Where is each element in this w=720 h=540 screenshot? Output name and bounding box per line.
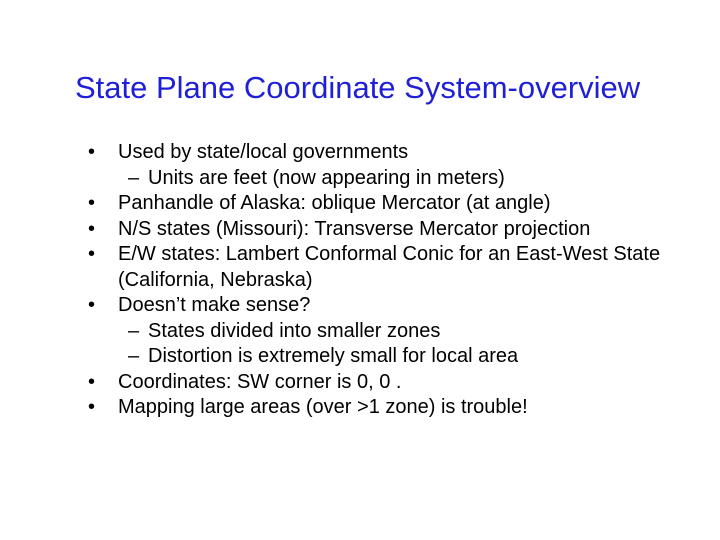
slide-title: State Plane Coordinate System-overview <box>75 70 641 105</box>
bullet-text: Doesn’t make sense? <box>118 294 311 316</box>
sub-bullet-text: Distortion is extremely small for local area <box>148 345 519 367</box>
bullet-text: Used by state/local governments <box>118 141 409 163</box>
sub-bullet-text: States divided into smaller zones <box>148 319 441 342</box>
bullet-icon: • <box>88 141 96 163</box>
dash-icon: – <box>128 345 140 367</box>
bullet-text: Panhandle of Alaska: oblique Mercator (at angle) <box>118 192 551 214</box>
bullet-text: Coordinates: SW corner is 0, 0 . <box>118 370 402 393</box>
sub-bullet-item <box>88 344 688 370</box>
bullet-icon: • <box>88 192 96 214</box>
bullet-text: E/W states: Lambert Conformal Conic for an East-West State (California, Nebraska) <box>118 243 661 291</box>
bullet-item <box>88 217 688 243</box>
bullet-item <box>88 140 688 166</box>
sub-bullet-item <box>88 319 688 345</box>
bullet-item <box>88 242 688 293</box>
bullet-icon: • <box>88 217 96 240</box>
dash-icon: – <box>128 166 140 189</box>
sub-bullet-text: Units are feet (now appearing in meters) <box>148 166 505 189</box>
bullet-item <box>88 370 688 396</box>
sub-bullet-item <box>88 166 688 192</box>
bullet-icon: • <box>88 294 96 316</box>
bullet-text: N/S states (Missouri): Transverse Mercator projection <box>118 217 591 240</box>
bullet-item <box>88 293 688 319</box>
bullet-list <box>88 140 688 421</box>
bullet-icon: • <box>88 396 96 418</box>
bullet-text: Mapping large areas (over >1 zone) is trouble! <box>118 396 528 418</box>
bullet-icon: • <box>88 370 96 393</box>
dash-icon: – <box>128 319 140 342</box>
bullet-icon: • <box>88 243 96 265</box>
bullet-item <box>88 191 688 217</box>
bullet-item <box>88 395 688 421</box>
